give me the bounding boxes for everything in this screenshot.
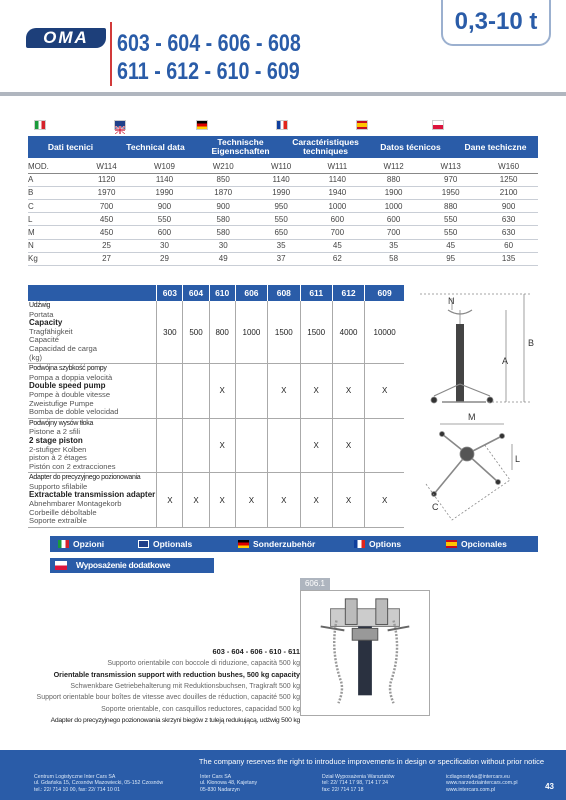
flag-row xyxy=(30,118,538,136)
tech-cell: 450 xyxy=(78,213,135,226)
tech-table-header-row xyxy=(28,160,538,173)
feature-value xyxy=(235,364,267,419)
product-description xyxy=(0,646,300,727)
feature-value: X xyxy=(209,418,235,473)
header-it: Dati tecnici xyxy=(47,141,94,152)
model-column-header: 603 xyxy=(157,285,183,301)
models-line-1: 603 - 604 - 606 - 608 xyxy=(117,30,301,57)
oma-logo: OMA xyxy=(26,28,106,48)
feature-value: X xyxy=(300,473,332,528)
tech-cell: 580 xyxy=(194,213,253,226)
tech-cell: 880 xyxy=(365,173,422,186)
tech-cell: A xyxy=(28,173,78,186)
poland-flag-icon xyxy=(55,561,67,570)
feature-value xyxy=(183,364,209,419)
features-corner xyxy=(28,285,157,301)
tech-cell: 62 xyxy=(310,252,365,265)
footer-col-4 xyxy=(446,774,518,793)
tech-cell: 1140 xyxy=(135,173,194,186)
tech-cell: 27 xyxy=(78,252,135,265)
footer-text: Inter Cars SA xyxy=(200,774,232,780)
tech-cell: 1990 xyxy=(253,186,310,199)
tech-cell: Kg xyxy=(28,252,78,265)
footer-notice: The company reserves the right to introduce improvements in design or specification without prior notice xyxy=(198,757,544,766)
footer-text: fax: 22/ 714 17 18 xyxy=(322,786,364,793)
tech-table-row xyxy=(28,186,538,199)
tech-column-header: W210 xyxy=(194,160,253,173)
feature-label-line: Abnehmbarer Montagekorb xyxy=(29,499,122,509)
feature-label-line: Extractable transmission adapter xyxy=(29,490,156,500)
feature-label-line: Pistone a 2 sfili xyxy=(29,427,81,437)
feature-value: X xyxy=(365,473,404,528)
technical-data-header xyxy=(28,136,538,158)
tech-cell: 550 xyxy=(422,213,479,226)
tech-cell: 450 xyxy=(78,226,135,239)
option-en: Optionals xyxy=(138,539,192,549)
tech-cell: 1940 xyxy=(310,186,365,199)
desc-it: Supporto orientabile con boccole di riduzione, capacità 500 kg xyxy=(107,659,300,667)
tech-cell: 550 xyxy=(135,213,194,226)
feature-value: 500 xyxy=(183,301,209,364)
dim-label-a: A xyxy=(502,356,509,366)
tech-column-header: W114 xyxy=(78,160,135,173)
germany-flag-icon xyxy=(196,120,208,130)
feature-value: X xyxy=(300,364,332,419)
tech-table-row xyxy=(28,239,538,252)
header-es: Datos técnicos xyxy=(380,141,441,152)
tech-cell: 1250 xyxy=(479,173,538,186)
uk-flag-icon xyxy=(114,120,126,130)
model-column-header: 610 xyxy=(209,285,235,301)
feature-label-line: Zweistufige Pumpe xyxy=(29,398,94,408)
header-fr: Caractéristiques techniques xyxy=(292,137,359,156)
tech-table-row xyxy=(28,173,538,186)
feature-label-line: Pompa a doppia velocità xyxy=(29,372,113,382)
tech-cell: 700 xyxy=(310,226,365,239)
footer-col-3 xyxy=(322,774,394,793)
dim-label-b: B xyxy=(528,338,535,348)
tech-cell: 25 xyxy=(78,239,135,252)
feature-label-line: Capacidad de carga xyxy=(29,343,97,353)
footer-col-2 xyxy=(200,774,257,793)
tech-cell: 630 xyxy=(479,226,538,239)
page-number: 43 xyxy=(545,782,554,791)
feature-label-line: Adapter do precyzyjnego pozionowania xyxy=(29,474,141,482)
dimension-diagram xyxy=(412,284,542,529)
dim-label-c: C xyxy=(432,502,439,512)
feature-label-line: Pistón con 2 extracciones xyxy=(29,461,116,471)
tech-cell: 550 xyxy=(253,213,310,226)
feature-label-line: Capacité xyxy=(29,335,59,345)
uk-flag-icon xyxy=(138,540,149,548)
product-title: 603 - 604 - 606 - 610 - 611 xyxy=(212,647,300,656)
spain-flag-icon xyxy=(446,540,457,548)
tech-table-row xyxy=(28,252,538,265)
tech-cell: 58 xyxy=(365,252,422,265)
tech-cell: 1970 xyxy=(78,186,135,199)
tech-column-header: W160 xyxy=(479,160,538,173)
tech-cell: 95 xyxy=(422,252,479,265)
tech-cell: 35 xyxy=(253,239,310,252)
tech-cell: 1000 xyxy=(310,200,365,213)
feature-label-line: 2-stufiger Kolben xyxy=(29,444,87,454)
tech-cell: 30 xyxy=(194,239,253,252)
tech-cell: 550 xyxy=(422,226,479,239)
tech-cell: M xyxy=(28,226,78,239)
feature-value: X xyxy=(365,364,404,419)
product-code: 606.1 xyxy=(300,578,330,590)
feature-row xyxy=(28,301,404,364)
feature-value: X xyxy=(209,473,235,528)
feature-label-line: Corbeille déboîtable xyxy=(29,507,97,517)
tech-cell: 1990 xyxy=(135,186,194,199)
feature-value: X xyxy=(332,364,364,419)
model-column-header: 609 xyxy=(365,285,404,301)
spain-flag-icon xyxy=(356,120,368,130)
tech-cell: N xyxy=(28,239,78,252)
feature-label-line: Bomba de doble velocidad xyxy=(29,407,119,417)
tech-cell: 2100 xyxy=(479,186,538,199)
feature-value: 800 xyxy=(209,301,235,364)
models-line-2: 611 - 612 - 610 - 609 xyxy=(117,58,300,85)
desc-pl: Adapter do precyzyjnego pozionowania skrzyni biegów z tuleją redukującą, udźwig 500 kg xyxy=(50,717,300,724)
dim-label-l: L xyxy=(515,454,521,464)
header-en: Technical data xyxy=(126,141,185,152)
feature-value: X xyxy=(235,473,267,528)
model-column-header: 606 xyxy=(235,285,267,301)
tech-cell: 29 xyxy=(135,252,194,265)
model-column-header: 608 xyxy=(268,285,300,301)
tech-cell: 1120 xyxy=(78,173,135,186)
feature-value xyxy=(235,418,267,473)
header-de: Technische Eigenschaften xyxy=(211,137,270,156)
tech-cell: 1140 xyxy=(253,173,310,186)
features-table xyxy=(28,285,404,528)
tech-cell: 900 xyxy=(479,200,538,213)
tech-cell: 900 xyxy=(135,200,194,213)
option-de: Sonderzubehör xyxy=(238,539,315,549)
tech-cell: 630 xyxy=(479,213,538,226)
tech-cell: L xyxy=(28,213,78,226)
feature-row xyxy=(28,364,404,419)
footer-text: ul. Gdańska 15, Czosnów Mazowiecki, 05-152 Czosnów xyxy=(34,780,164,787)
footer-link[interactable]: icdiagnostyka@intercars.eu xyxy=(446,774,510,780)
feature-value xyxy=(365,418,404,473)
option-es: Opcionales xyxy=(446,539,507,549)
germany-flag-icon xyxy=(238,540,249,548)
feature-value: X xyxy=(332,418,364,473)
tech-cell: 1900 xyxy=(365,186,422,199)
tech-cell: 650 xyxy=(253,226,310,239)
feature-label xyxy=(28,301,157,364)
feature-label-line: Portata xyxy=(29,309,54,319)
feature-value: 10000 xyxy=(365,301,404,364)
poland-flag-icon xyxy=(432,120,444,130)
feature-label-line: piston à 2 étages xyxy=(29,453,87,463)
dim-label-n: N xyxy=(448,296,455,306)
feature-label-line: Capacity xyxy=(29,318,63,328)
footer-text: tel.: 22/ 714 10 00, fax: 22/ 714 10 01 xyxy=(34,786,120,793)
tech-column-header: W109 xyxy=(135,160,194,173)
footer-link[interactable]: www.narzedziaintercars.com.pl xyxy=(446,780,518,787)
tech-cell: C xyxy=(28,200,78,213)
feature-value xyxy=(183,418,209,473)
tech-cell: 49 xyxy=(194,252,253,265)
feature-label-line: Double speed pump xyxy=(29,381,106,391)
footer-text: Dział Wyposażenia Warsztatów xyxy=(322,774,395,780)
tech-cell: 700 xyxy=(78,200,135,213)
feature-value: X xyxy=(157,473,183,528)
feature-label-line: Supporto sfilabile xyxy=(29,481,88,491)
feature-value: X xyxy=(300,418,332,473)
footer-text: tel: 22/ 714 17 98, 714 17 24 xyxy=(322,780,389,787)
footer-text: 05-830 Nadarzyn xyxy=(200,786,240,793)
tech-cell: 1870 xyxy=(194,186,253,199)
footer-text: Centrum Logistyczne Inter Cars SA xyxy=(34,774,116,780)
feature-value: X xyxy=(209,364,235,419)
tech-cell: 45 xyxy=(310,239,365,252)
model-column-header: 604 xyxy=(183,285,209,301)
tech-column-header: W112 xyxy=(365,160,422,173)
header-divider xyxy=(110,22,112,86)
feature-value: 300 xyxy=(157,301,183,364)
feature-label xyxy=(28,473,157,528)
feature-label xyxy=(28,364,157,419)
feature-label-line: 2 stage piston xyxy=(29,435,83,445)
feature-value: X xyxy=(183,473,209,528)
feature-row xyxy=(28,473,404,528)
model-column-header: 611 xyxy=(300,285,332,301)
feature-label-line: (kg) xyxy=(29,352,43,362)
tech-cell: B xyxy=(28,186,78,199)
tech-cell: 580 xyxy=(194,226,253,239)
tech-column-header: MOD. xyxy=(28,160,78,173)
tech-cell: 60 xyxy=(479,239,538,252)
feature-value xyxy=(157,418,183,473)
feature-value xyxy=(157,364,183,419)
footer-link[interactable]: www.intercars.com.pl xyxy=(446,786,496,793)
product-photo xyxy=(300,590,430,716)
option-fr: Options xyxy=(354,539,401,549)
tech-cell: 850 xyxy=(194,173,253,186)
feature-value: 1500 xyxy=(268,301,300,364)
feature-label-line: Podwójny wysów tłoka xyxy=(29,419,94,427)
feature-value: X xyxy=(332,473,364,528)
desc-fr: Support orientable bour boîtes de vitesse avec douilles de réduction, capacité 500 kg xyxy=(36,694,300,701)
model-column-header: 612 xyxy=(332,285,364,301)
tech-cell: 600 xyxy=(135,226,194,239)
tech-column-header: W111 xyxy=(310,160,365,173)
tech-column-header: W110 xyxy=(253,160,310,173)
feature-label xyxy=(28,418,157,473)
tech-cell: 600 xyxy=(365,213,422,226)
feature-label-line: Soporte extraíble xyxy=(29,516,87,526)
feature-row xyxy=(28,418,404,473)
feature-label-line: Podwójna szybkość pompy xyxy=(29,365,107,373)
tech-cell: 45 xyxy=(422,239,479,252)
tech-cell: 600 xyxy=(310,213,365,226)
tech-cell: 135 xyxy=(479,252,538,265)
dim-label-m: M xyxy=(468,412,476,422)
desc-es: Soporte orientable, con casquillos reductores, capacidad 500 kg xyxy=(101,705,300,713)
options-bar xyxy=(50,536,538,552)
feature-value: 1000 xyxy=(235,301,267,364)
tech-cell: 35 xyxy=(365,239,422,252)
header-pl: Dane techiczne xyxy=(464,141,527,152)
technical-data-table xyxy=(28,160,538,266)
capacity-badge: 0,3-10 t xyxy=(441,0,551,46)
tech-cell: 880 xyxy=(422,200,479,213)
tech-cell: 970 xyxy=(422,173,479,186)
france-flag-icon xyxy=(276,120,288,130)
desc-de: Schwenkbare Getriebehalterung mit Reduktionsbuchsen, Tragkraft 500 kg xyxy=(70,682,300,690)
tech-cell: 1140 xyxy=(310,173,365,186)
tech-table-row xyxy=(28,213,538,226)
tech-column-header: W113 xyxy=(422,160,479,173)
italy-flag-icon xyxy=(34,120,46,130)
tech-cell: 1950 xyxy=(422,186,479,199)
wyposazenie-bar: Wyposażenie dodatkowe xyxy=(50,558,214,573)
feature-label-line: Tragfähigkeit xyxy=(29,326,73,336)
tech-cell: 900 xyxy=(194,200,253,213)
feature-value: 1500 xyxy=(300,301,332,364)
tech-cell: 1000 xyxy=(365,200,422,213)
feature-value: 4000 xyxy=(332,301,364,364)
footer-col-1 xyxy=(34,774,163,793)
tech-cell: 37 xyxy=(253,252,310,265)
feature-value: X xyxy=(268,364,300,419)
tech-table-row xyxy=(28,226,538,239)
tech-cell: 950 xyxy=(253,200,310,213)
feature-label-line: Udźwig xyxy=(29,302,51,309)
feature-value xyxy=(268,418,300,473)
option-it: Opzioni xyxy=(58,539,104,549)
tech-table-row xyxy=(28,200,538,213)
tech-cell: 700 xyxy=(365,226,422,239)
header-bar xyxy=(0,92,566,96)
france-flag-icon xyxy=(354,540,365,548)
tech-cell: 30 xyxy=(135,239,194,252)
feature-label-line: Pompe à double vitesse xyxy=(29,389,111,399)
italy-flag-icon xyxy=(58,540,69,548)
footer-text: ul. Kłonowa 48, Kajetany xyxy=(200,780,258,787)
desc-en: Orientable transmission support with reduction bushes, 500 kg capacity xyxy=(53,670,300,679)
feature-value: X xyxy=(268,473,300,528)
